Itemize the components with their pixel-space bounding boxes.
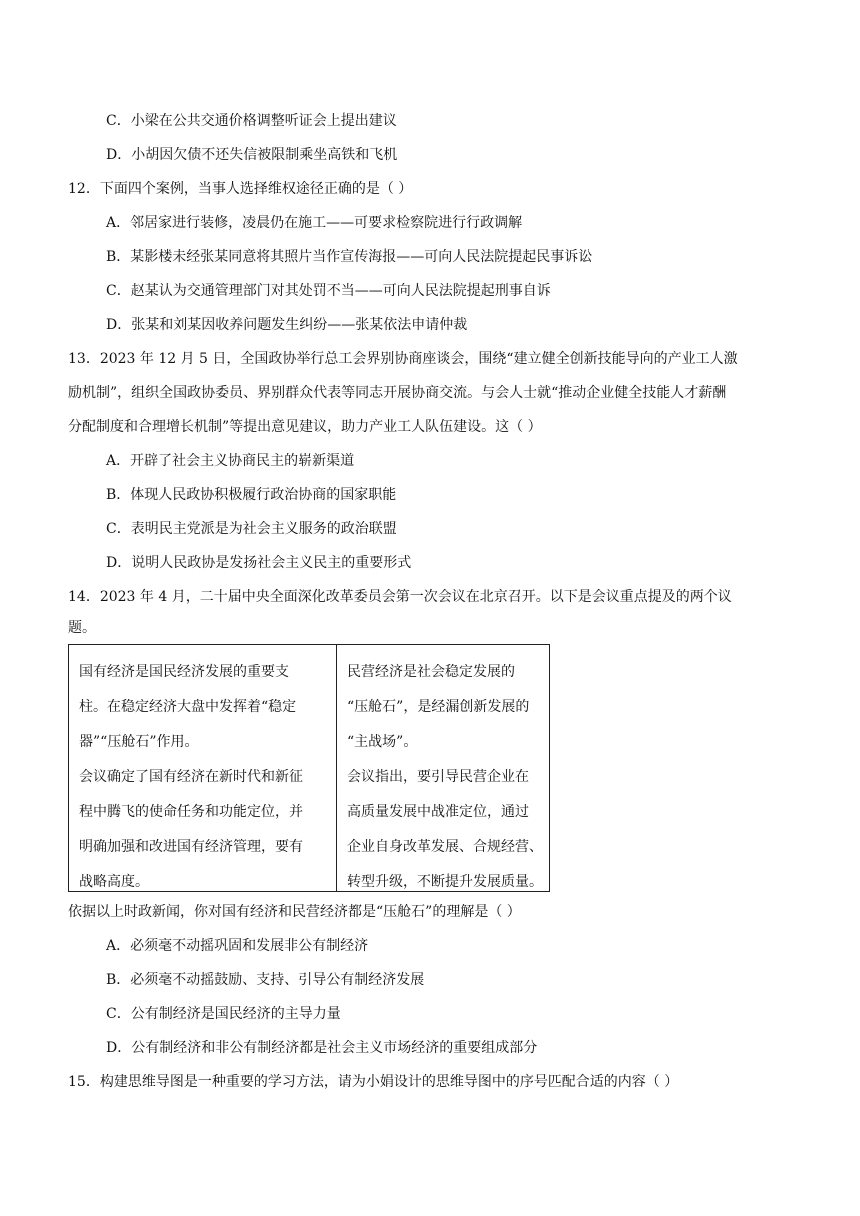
table-left-line: 柱。在稳定经济大盘中发挥着“稳定 [79,699,297,715]
table-right-line: 民营经济是社会稳定发展的 [347,664,515,680]
table-right-line: “压舱石”，是经漏创新发展的 [347,699,530,715]
table-left-line: 会议确定了国有经济在新时代和新征 [79,769,303,785]
q13-stem-line-1: 13．2023 年 12 月 5 日，全国政协举行总工会界别协商座谈会，围绕“建立健全创新技能导向的产业工人激 [68,351,738,367]
table-cell-private-economy [347,655,543,900]
table-left-line: 明确加强和改进国有经济管理，要有 [79,839,303,855]
table-right-line: 企业自身改革发展、合规经营、 [347,839,543,855]
q13-stem-line-3: 分配制度和合理增长机制”等提出意见建议，助力产业工人队伍建设。这（ ） [68,419,542,435]
q14-option-c: C．公有制经济是国民经济的主导力量 [106,1006,341,1022]
table-left-line: 国有经济是国民经济发展的重要支 [79,664,289,680]
q13-option-c: C．表明民主党派是为社会主义服务的政治联盟 [106,521,397,537]
table-right-line: 高质量发展中战准定位，通过 [347,804,529,820]
q13-option-d: D．说明人民政协是发扬社会主义民主的重要形式 [106,555,412,571]
q12-option-b: B．某影楼未经张某同意将其照片当作宣传海报——可向人民法院提起民事诉讼 [106,249,593,265]
table-right-line: “主战场”。 [347,734,418,750]
table-left-line: 程中腾飞的使命任务和功能定位，并 [79,804,303,820]
q13-stem-line-2: 励机制”，组织全国政协委员、界别群众代表等同志开展协商交流。与会人士就“推动企业健全技能人才薪酬 [68,385,727,401]
q12-option-d: D．张某和刘某因收养问题发生纠纷——张某依法申请仲裁 [106,317,468,333]
q12-stem: 12．下面四个案例，当事人选择维权途径正确的是（ ） [68,181,413,197]
q14-stem-line-1: 14．2023 年 4 月，二十届中央全面深化改革委员会第一次会议在北京召开。以下是会议重点提及的两个议 [68,589,732,605]
q13-option-b: B．体现人民政协积极履行政治协商的国家职能 [106,487,397,503]
q14-stem-line-2: 题。 [68,620,96,636]
q14-question: 依据以上时政新闻，你对国有经济和民营经济都是“压舱石”的理解是（ ） [68,904,521,920]
q13-option-a: A．开辟了社会主义协商民主的崭新渠道 [106,453,355,469]
q14-option-d: D．公有制经济和非公有制经济都是社会主义市场经济的重要组成部分 [106,1040,538,1056]
table-right-line: 会议指出，要引导民营企业在 [347,769,529,785]
q14-option-a: A．必须毫不动摇巩固和发展非公有制经济 [106,938,369,954]
table-right-line: 转型升级，不断提升发展质量。 [347,874,543,890]
q12-option-a: A．邻居家进行装修，凌晨仍在施工——可要求检察院进行行政调解 [106,215,523,231]
news-comparison-table [68,644,550,892]
q11-option-d: D．小胡因欠债不还失信被限制乘坐高铁和飞机 [106,147,398,163]
q11-option-c: C．小梁在公共交通价格调整听证会上提出建议 [106,113,397,129]
table-column-divider [336,645,337,891]
table-left-line: 器”“压舱石”作用。 [79,734,199,750]
q14-option-b: B．必须毫不动摇鼓励、支持、引导公有制经济发展 [106,972,425,988]
table-left-line: 战略高度。 [79,874,149,890]
table-cell-state-economy [79,655,303,900]
q12-option-c: C．赵某认为交通管理部门对其处罚不当——可向人民法院提起刑事自诉 [106,283,551,299]
q15-stem: 15．构建思维导图是一种重要的学习方法，请为小娟设计的思维导图中的序号匹配合适的内容（ ） [68,1074,679,1090]
